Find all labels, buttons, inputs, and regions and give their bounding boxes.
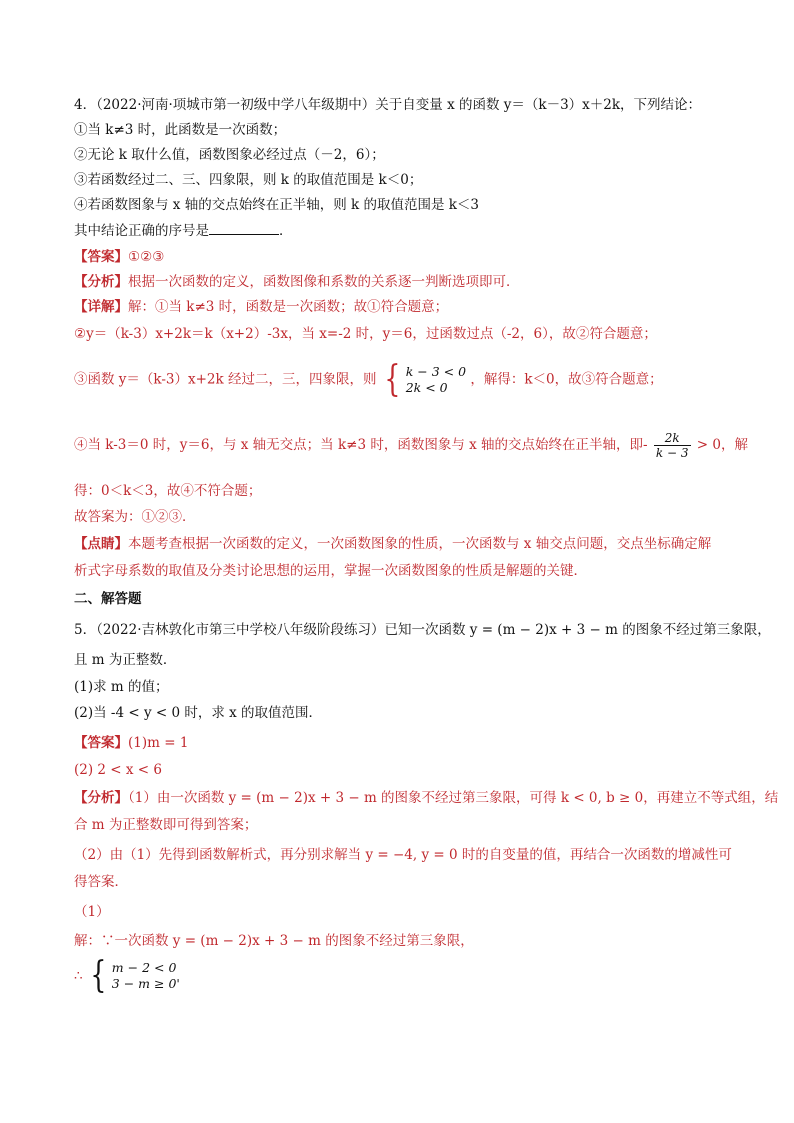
q5-analysis-4: 得答案． (74, 874, 128, 890)
inequality-system (381, 359, 467, 400)
q4-option-3: ③若函数经过二、三、四象限，则 k 的取值范围是 k＜0； (74, 172, 423, 188)
q4-comment-2: 析式字母系数的取值及分类讨论思想的运用，掌握一次函数图象的性质是解题的关键． (74, 563, 587, 579)
q4-conclusion: 故答案为：①②③． (74, 509, 196, 525)
q5-answer-2: (2) 2 < x < 6 (74, 762, 162, 778)
analysis-tag: 【分析】 (74, 274, 128, 290)
q5-analysis-3: （2）由（1）先得到函数解析式，再分别求解当 y = −4, y = 0 时的自变量的值，再结合一次函数的增减性可 (74, 847, 732, 863)
q4-fill-line (74, 221, 293, 240)
brace-symbol: { (384, 359, 401, 400)
q4-stem: 4．（2022·河南·项城市第一初级中学八年级期中）关于自变量 x 的函数 y＝（k－3）x＋2k，下列结论： (74, 97, 702, 113)
comment-tag: 【点睛】 (74, 536, 128, 552)
answer-blank (209, 221, 279, 235)
q4-fill-prefix: 其中结论正确的序号是 (74, 223, 209, 239)
q4-comment-line-1 (74, 535, 711, 553)
q4-analysis: 根据一次函数的定义，函数图像和系数的关系逐一判断选项即可． (128, 274, 520, 290)
q4-detail-4-pre: ④当 k-3＝0 时，y＝6，与 x 轴无交点；当 k≠3 时，函数图象与 x 轴的交点始终在正半轴，即- (74, 437, 648, 453)
q5-part-1: (1)求 m 的值； (74, 679, 169, 695)
q5-solution-1: 解：∵一次函数 y = (m − 2)x + 3 − m 的图象不经过第三象限， (74, 933, 474, 949)
q5-solution-system (74, 955, 180, 996)
fraction-numerator: 2k (654, 431, 691, 446)
inequality-system (87, 955, 180, 996)
fraction-denominator: k − 3 (655, 446, 689, 460)
analysis-tag: 【分析】 (74, 790, 128, 806)
q4-fill-suffix: ． (279, 223, 293, 239)
q5-analysis-line-1 (74, 789, 778, 807)
therefore-symbol: ∴ (74, 968, 83, 984)
q4-detail-line-1 (74, 298, 448, 316)
q4-detail-1: 解：①当 k≠3 时，函数是一次函数；故①符合题意； (128, 299, 449, 315)
q4-detail-2: ②y＝（k-3）x+2k＝k（x+2）-3x，当 x=-2 时，y＝6，过函数过点（-2，6），故②符合题意； (74, 326, 657, 342)
q5-answer-1: (1)m = 1 (128, 735, 189, 751)
system-row-2: 3 − m ≥ 0' (111, 976, 180, 991)
system-row-1: k − 3 < 0 (405, 364, 467, 379)
q5-part-2: (2)当 -4 < y < 0 时，求 x 的取值范围． (74, 705, 323, 721)
q4-option-4: ④若函数图象与 x 轴的交点始终在正半轴，则 k 的取值范围是 k＜3 (74, 197, 480, 213)
brace-symbol: { (90, 955, 107, 996)
q4-answer-line (74, 248, 164, 266)
system-row-2: 2k < 0 (405, 380, 448, 395)
q4-detail-3-pre: ③函数 y＝（k-3）x+2k 经过二，三，四象限，则 (74, 371, 377, 388)
section-heading: 二、解答题 (74, 591, 142, 607)
q4-detail-3-post: ，解得：k＜0，故③符合题意； (470, 371, 663, 388)
q4-comment-1: 本题考查根据一次函数的定义，一次函数图象的性质，一次函数与 x 轴交点问题，交点坐标确定解 (128, 536, 712, 552)
q5-analysis-1: （1）由一次函数 y = (m − 2)x + 3 − m 的图象不经过第三象限，可得 k < 0, b ≥ 0，再建立不等式组，结 (128, 790, 779, 806)
q4-detail-4-post: > 0，解 (696, 437, 748, 453)
q4-detail-line-4 (74, 431, 748, 460)
answer-tag: 【答案】 (74, 249, 128, 265)
system-row-1: m − 2 < 0 (111, 960, 177, 975)
q5-analysis-2: 合 m 为正整数即可得到答案； (74, 817, 258, 833)
q5-solution-label: （1） (74, 904, 110, 920)
q4-option-2: ②无论 k 取什么值，函数图象必经过点（－2，6）； (74, 147, 385, 163)
q4-answer: ①②③ (128, 249, 165, 265)
fraction (654, 431, 691, 460)
q4-option-1: ①当 k≠3 时，此函数是一次函数； (74, 122, 287, 138)
q5-stem-1: 5．（2022·吉林敦化市第三中学校八年级阶段练习）已知一次函数 y = (m − 2)x + 3 − m 的图象不经过第三象限， (74, 622, 771, 638)
answer-tag: 【答案】 (74, 735, 128, 751)
q4-detail-5: 得：0＜k＜3，故④不符合题； (74, 483, 262, 499)
q4-analysis-line (74, 273, 520, 291)
q5-stem-2: 且 m 为正整数． (74, 652, 177, 668)
detail-tag: 【详解】 (74, 299, 128, 315)
q4-detail-line-3 (74, 359, 663, 400)
q5-answer-line (74, 734, 188, 752)
